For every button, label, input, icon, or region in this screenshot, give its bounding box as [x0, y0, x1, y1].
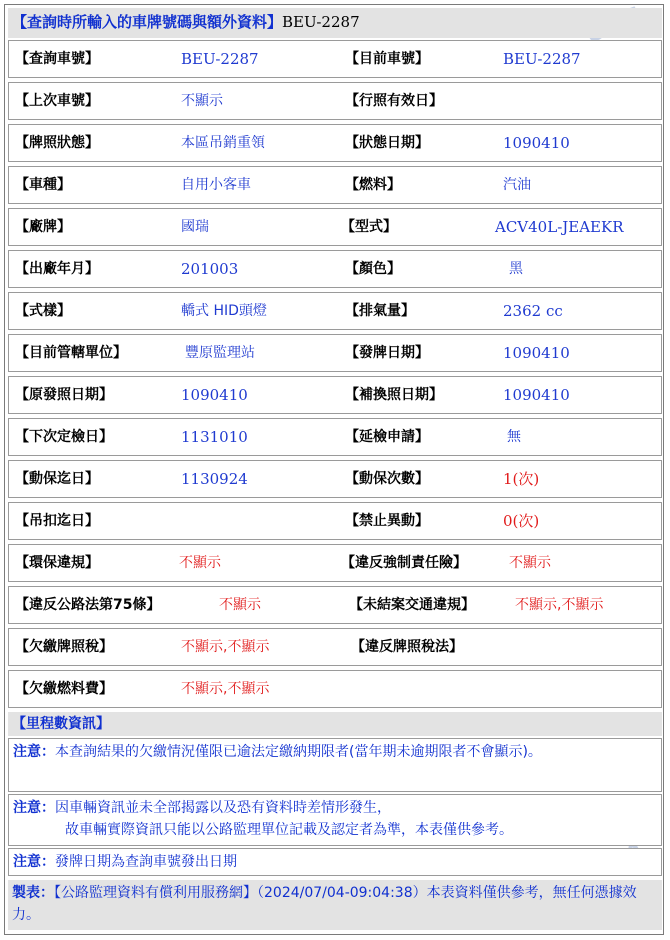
field-label: 【補換照日期】 — [345, 387, 443, 403]
field-label: 【欠繳燃料費】 — [15, 681, 113, 697]
field-value: 無 — [507, 429, 521, 445]
field-value: 自用小客車 — [181, 177, 251, 193]
field-label: 【發牌日期】 — [345, 345, 429, 361]
field-value: 1090410 — [503, 344, 570, 362]
info-row — [8, 334, 662, 372]
field-value: 不顯示,不顯示 — [181, 681, 270, 697]
notice-box — [8, 794, 662, 846]
field-label: 【目前車號】 — [345, 51, 429, 67]
field-value: 0(次) — [503, 512, 540, 530]
info-row — [8, 166, 662, 204]
field-value: 1(次) — [503, 470, 540, 488]
info-row — [8, 670, 662, 708]
info-row — [8, 124, 662, 162]
field-label: 【行照有效日】 — [345, 93, 443, 109]
info-row — [8, 628, 662, 666]
header-plate: BEU-2287 — [282, 13, 360, 31]
field-value: 國瑞 — [181, 219, 209, 235]
field-label: 【燃料】 — [345, 177, 401, 193]
field-value: 1090410 — [503, 386, 570, 404]
field-label: 【環保違規】 — [15, 555, 99, 571]
notice-label: 注意： — [13, 800, 55, 816]
mileage-section-header — [8, 712, 662, 736]
field-label: 【違反公路法第75條】 — [15, 597, 161, 613]
field-value: 豐原監理站 — [185, 345, 255, 361]
field-label: 【排氣量】 — [345, 303, 415, 319]
info-row — [8, 586, 662, 624]
info-row — [8, 292, 662, 330]
field-label: 【吊扣迄日】 — [15, 513, 99, 529]
field-value: 汽油 — [503, 177, 531, 193]
field-label: 【違反牌照稅法】 — [351, 639, 463, 655]
field-label: 【目前管轄單位】 — [15, 345, 127, 361]
field-value: 1090410 — [181, 386, 248, 404]
field-label: 【禁止異動】 — [345, 513, 429, 529]
mileage-title: 【里程數資訊】 — [12, 716, 110, 732]
field-value: 不顯示 — [509, 555, 551, 571]
info-row — [8, 502, 662, 540]
info-row — [8, 40, 662, 78]
field-label: 【牌照狀態】 — [15, 135, 99, 151]
header-title: 【查詢時所輸入的車牌號碼與額外資料】 — [12, 13, 283, 31]
query-header — [8, 8, 662, 38]
field-label: 【延檢申請】 — [345, 429, 429, 445]
info-row — [8, 208, 662, 246]
notice-box — [8, 738, 662, 792]
field-value: 不顯示,不顯示 — [181, 639, 270, 655]
field-label: 【未結案交通違規】 — [349, 597, 475, 613]
footer-text: 【公路監理資料有償利用服務網】（2024/07/04-09:04:38）本表資料僅供參考，無任何憑據效力。 — [12, 885, 637, 923]
field-label: 【型式】 — [341, 219, 397, 235]
field-value: ACV40L-JEAEKR — [495, 218, 624, 236]
field-label: 【車種】 — [15, 177, 71, 193]
field-label: 【查詢車號】 — [15, 51, 99, 67]
field-value: 不顯示 — [219, 597, 261, 613]
field-value: 黑 — [509, 261, 523, 277]
field-label: 【式樣】 — [15, 303, 71, 319]
field-label: 【顏色】 — [345, 261, 401, 277]
notice-text: 因車輛資訊並未全部揭露以及恐有資料時差情形發生， — [55, 800, 391, 816]
field-value: 轎式 HID頭燈 — [181, 303, 267, 319]
info-row — [8, 250, 662, 288]
field-value: 本區吊銷重領 — [181, 135, 265, 151]
notice-text: 發牌日期為查詢車號發出日期 — [55, 854, 237, 870]
field-value: 1131010 — [181, 428, 248, 446]
field-value: 不顯示,不顯示 — [515, 597, 604, 613]
field-label: 【動保次數】 — [345, 471, 429, 487]
field-label: 【違反強制責任險】 — [341, 555, 467, 571]
notice-label: 注意： — [13, 854, 55, 870]
field-value: BEU-2287 — [181, 50, 259, 68]
info-row — [8, 544, 662, 582]
field-value: 201003 — [181, 260, 239, 278]
report-footer — [8, 880, 662, 930]
field-label: 【上次車號】 — [15, 93, 99, 109]
info-row — [8, 418, 662, 456]
info-row — [8, 376, 662, 414]
field-value: 1130924 — [181, 470, 248, 488]
field-label: 【廠牌】 — [15, 219, 71, 235]
field-value: 2362 cc — [503, 302, 563, 320]
field-value: BEU-2287 — [503, 50, 581, 68]
field-label: 【動保迄日】 — [15, 471, 99, 487]
field-value: 不顯示 — [181, 93, 223, 109]
field-label: 【狀態日期】 — [345, 135, 429, 151]
field-label: 【下次定檢日】 — [15, 429, 113, 445]
field-label: 【原發照日期】 — [15, 387, 113, 403]
notice-label: 注意： — [13, 744, 55, 760]
notice-text: 本查詢結果的欠繳情況僅限已逾法定繳納期限者(當年期未逾期限者不會顯示)。 — [55, 744, 542, 760]
info-row — [8, 82, 662, 120]
field-value: 不顯示 — [179, 555, 221, 571]
field-label: 【出廠年月】 — [15, 261, 99, 277]
field-value: 1090410 — [503, 134, 570, 152]
notice-text: 故車輛實際資訊只能以公路監理單位記載及認定者為準，本表僅供參考。 — [65, 822, 513, 838]
info-row — [8, 460, 662, 498]
field-label: 【欠繳牌照稅】 — [15, 639, 113, 655]
footer-label: 製表： — [12, 885, 54, 901]
notice-box — [8, 848, 662, 876]
